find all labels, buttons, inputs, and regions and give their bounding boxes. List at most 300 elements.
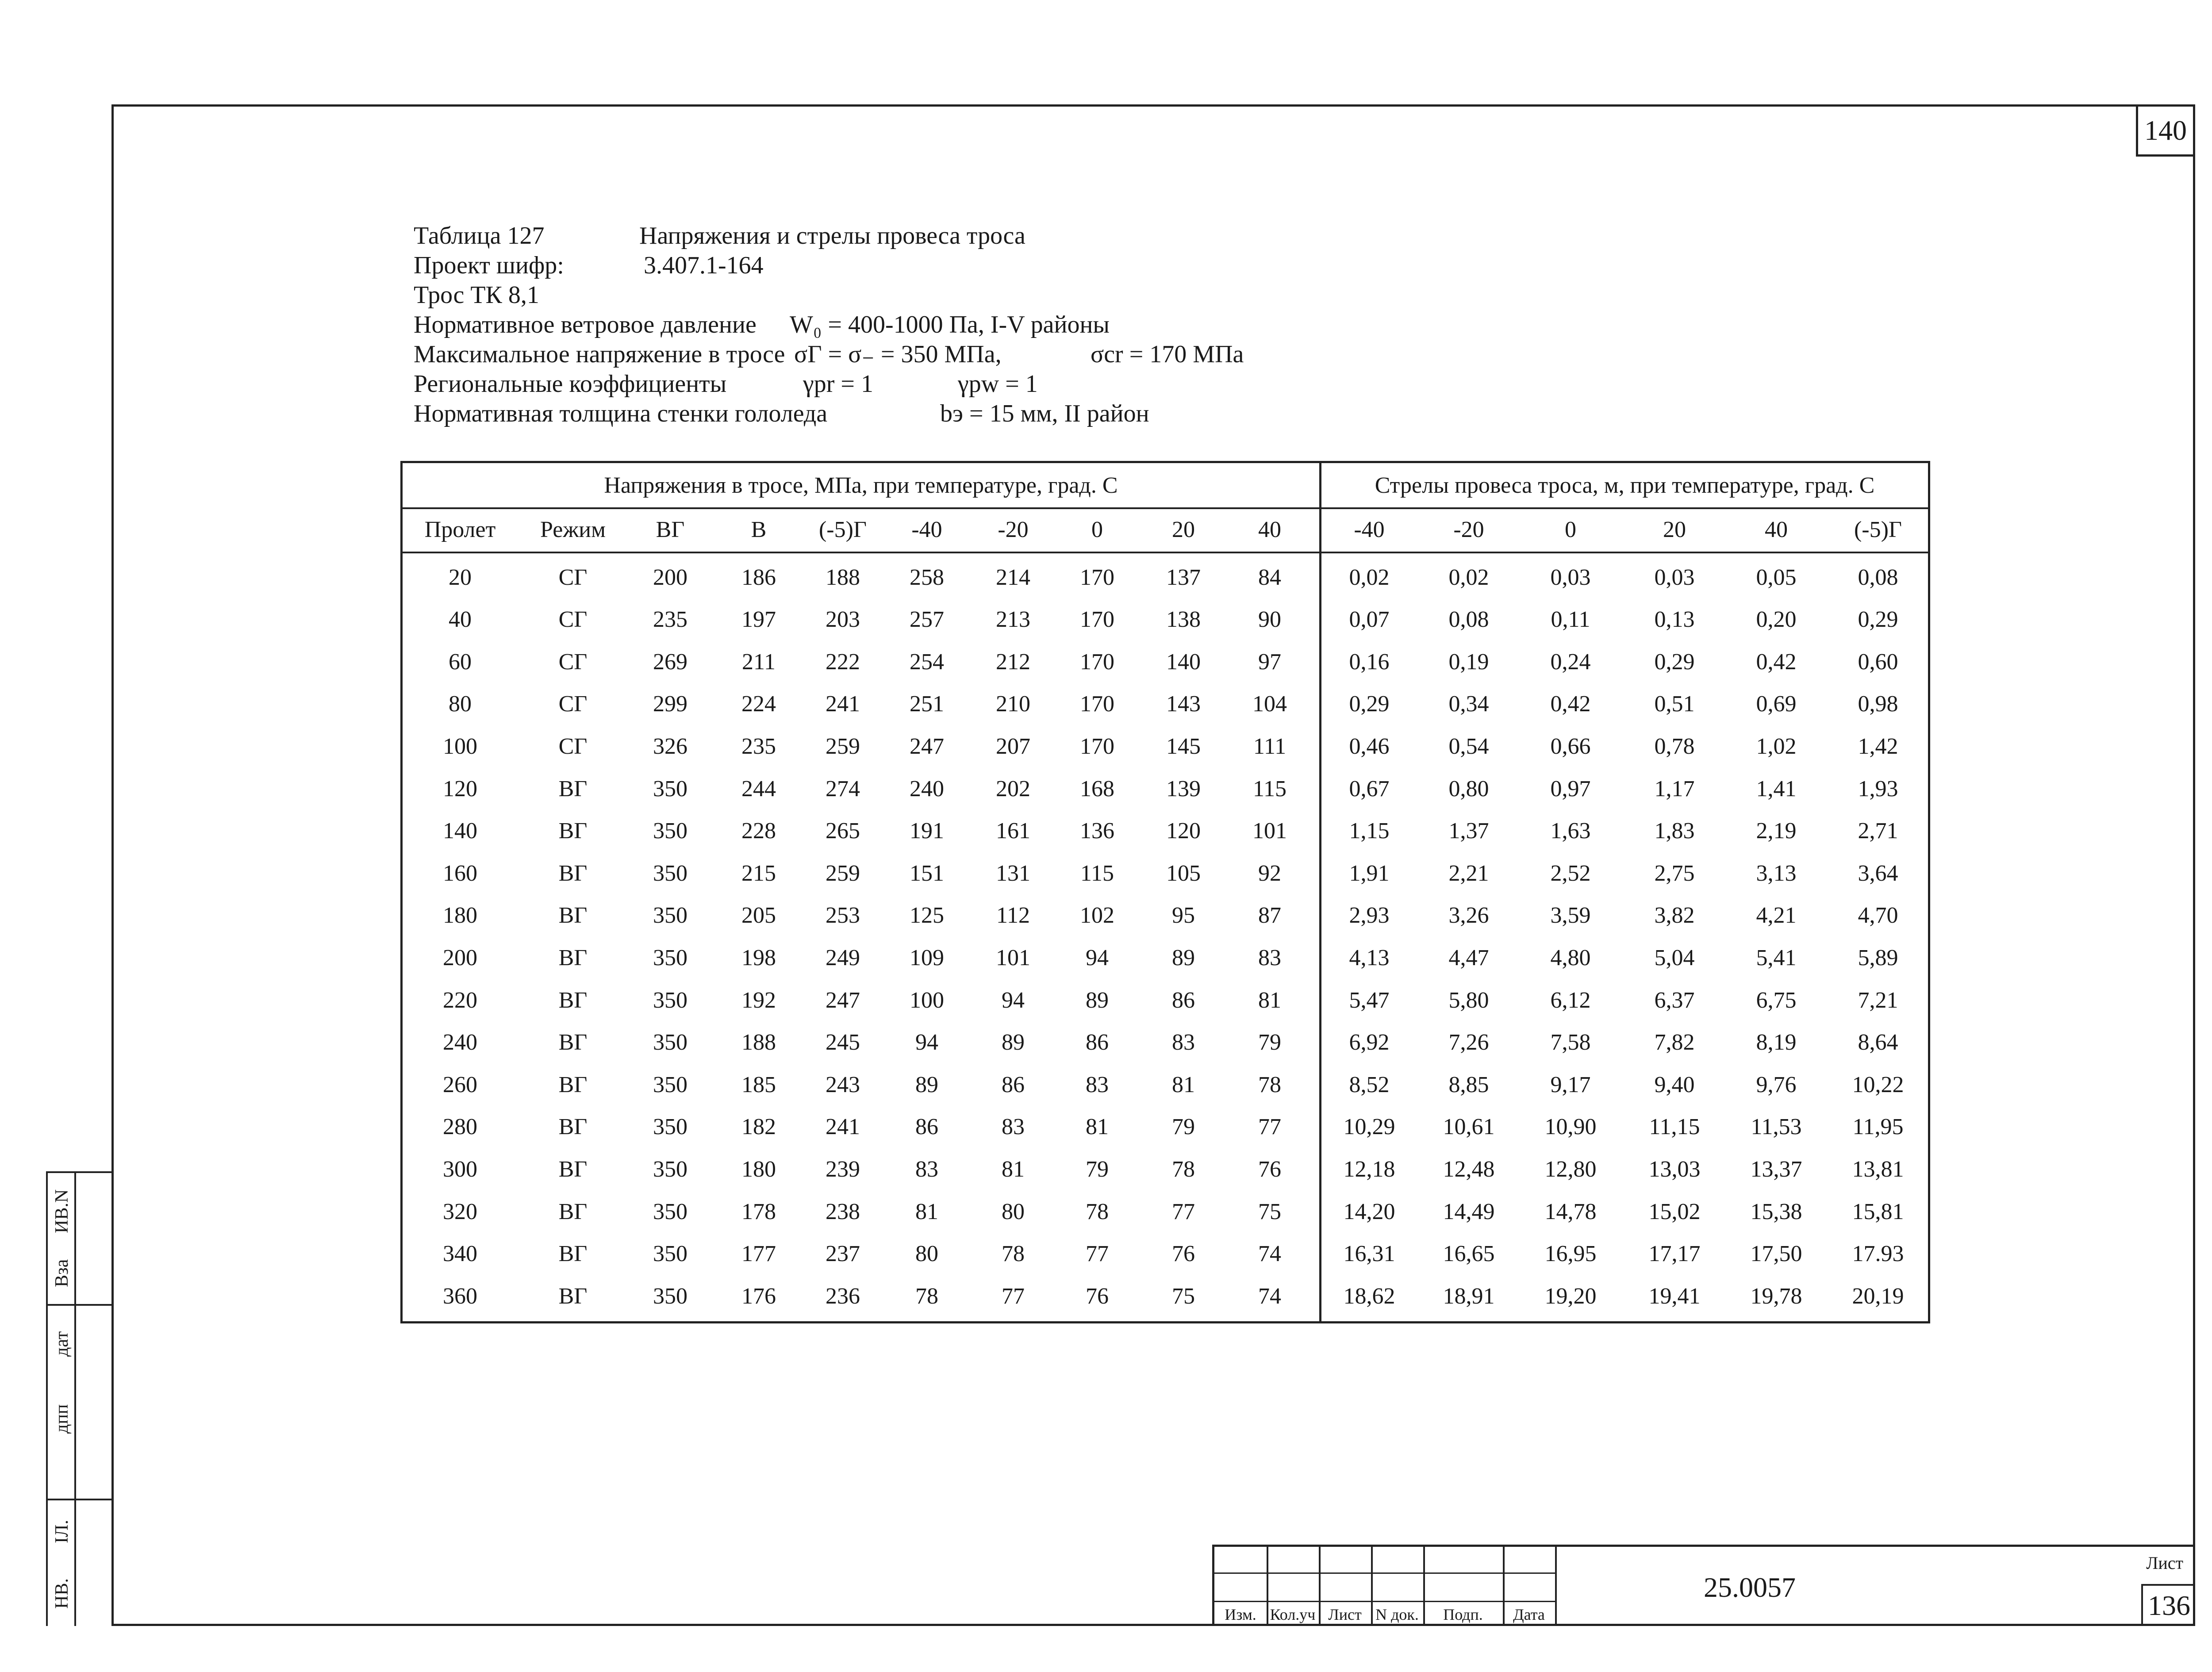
value-cell: 1,37 [1448, 818, 1489, 844]
value-cell: 77 [1002, 1283, 1025, 1309]
value-cell: 244 [741, 776, 776, 801]
value-cell: 100 [910, 987, 944, 1013]
value-cell: 86 [1086, 1030, 1109, 1055]
value-cell: 3,59 [1550, 903, 1591, 928]
value-cell: 143 [1166, 691, 1201, 717]
value-cell: 20,19 [1852, 1283, 1904, 1309]
strip-label-dat: дат [52, 1331, 72, 1357]
value-cell: 210 [996, 691, 1030, 717]
value-cell: 0,19 [1448, 649, 1489, 675]
value-cell: 245 [826, 1030, 860, 1055]
column-header: В [751, 517, 767, 542]
value-cell: 125 [910, 903, 944, 928]
value-cell: 104 [1252, 691, 1287, 717]
project-label: Проект шифр: [414, 252, 564, 279]
value-cell: 5,47 [1349, 987, 1390, 1013]
mode-cell: ВГ [558, 1156, 588, 1182]
value-cell: 0,11 [1551, 607, 1590, 633]
value-cell: 10,29 [1343, 1114, 1395, 1140]
value-cell: 80 [915, 1241, 938, 1267]
group-divider [1319, 463, 1321, 1321]
strip-label-podp: дпп [52, 1404, 72, 1434]
value-cell: 136 [1080, 818, 1114, 844]
value-cell: 259 [826, 733, 860, 759]
value-cell: 2,19 [1756, 818, 1797, 844]
mode-cell: СГ [558, 733, 588, 759]
value-cell: 89 [915, 1072, 938, 1097]
stamp-field-izm: Изм. [1225, 1606, 1256, 1623]
value-cell: 83 [1258, 945, 1281, 970]
strip-line [48, 1171, 113, 1173]
strip-line [48, 1304, 113, 1306]
value-cell: 0,29 [1654, 649, 1695, 675]
stamp-field-list: Лист [1328, 1606, 1362, 1623]
value-cell: 6,37 [1654, 987, 1695, 1013]
stress-value-2: σcr = 170 МПа [1091, 341, 1244, 368]
value-cell: 0,07 [1349, 607, 1390, 633]
value-cell: 326 [653, 733, 687, 759]
value-cell: 7,58 [1550, 1030, 1591, 1055]
value-cell: 265 [826, 818, 860, 844]
value-cell: 94 [1002, 987, 1025, 1013]
value-cell: 138 [1166, 607, 1201, 633]
value-cell: 170 [1080, 649, 1114, 675]
value-cell: 1,41 [1756, 776, 1797, 801]
value-cell: 239 [826, 1156, 860, 1182]
value-cell: 109 [910, 945, 944, 970]
value-cell: 0,42 [1756, 649, 1797, 675]
value-cell: 197 [741, 607, 776, 633]
value-cell: 168 [1080, 776, 1114, 801]
value-cell: 3,13 [1756, 860, 1797, 886]
value-cell: 0,08 [1858, 564, 1898, 590]
mode-cell: ВГ [558, 1114, 588, 1140]
value-cell: 83 [1086, 1072, 1109, 1097]
value-cell: 19,78 [1750, 1283, 1802, 1309]
value-cell: 253 [826, 903, 860, 928]
column-header: 0 [1565, 517, 1576, 542]
value-cell: 92 [1258, 860, 1281, 886]
binding-strip [46, 1171, 111, 1626]
project-code: 3.407.1-164 [644, 252, 764, 279]
value-cell: 176 [741, 1283, 776, 1309]
value-cell: 213 [996, 607, 1030, 633]
value-cell: 4,80 [1550, 945, 1591, 970]
value-cell: 350 [653, 987, 687, 1013]
value-cell: 237 [826, 1241, 860, 1267]
value-cell: 0,24 [1550, 649, 1591, 675]
value-cell: 9,17 [1550, 1072, 1591, 1097]
value-cell: 86 [915, 1114, 938, 1140]
value-cell: 198 [741, 945, 776, 970]
value-cell: 211 [741, 649, 776, 675]
value-cell: 89 [1172, 945, 1195, 970]
value-cell: 9,40 [1654, 1072, 1695, 1097]
value-cell: 76 [1258, 1156, 1281, 1182]
value-cell: 4,70 [1858, 903, 1898, 928]
value-cell: 94 [1086, 945, 1109, 970]
value-cell: 249 [826, 945, 860, 970]
span-cell: 60 [449, 649, 472, 675]
table-label: Таблица 127 [414, 222, 545, 249]
value-cell: 254 [910, 649, 944, 675]
value-cell: 90 [1258, 607, 1281, 633]
mode-cell: ВГ [558, 776, 588, 801]
value-cell: 4,47 [1448, 945, 1489, 970]
stamp-field-kol: Кол.уч [1270, 1606, 1316, 1623]
value-cell: 81 [1002, 1156, 1025, 1182]
value-cell: 8,85 [1448, 1072, 1489, 1097]
value-cell: 11,15 [1649, 1114, 1700, 1140]
value-cell: 89 [1086, 987, 1109, 1013]
value-cell: 0,08 [1448, 607, 1489, 633]
value-cell: 350 [653, 860, 687, 886]
value-cell: 8,52 [1349, 1072, 1390, 1097]
value-cell: 131 [996, 860, 1030, 886]
value-cell: 86 [1002, 1072, 1025, 1097]
value-cell: 3,64 [1858, 860, 1898, 886]
value-cell: 257 [910, 607, 944, 633]
value-cell: 5,41 [1756, 945, 1797, 970]
value-cell: 11,53 [1751, 1114, 1802, 1140]
strip-label-inv2: НВ. [52, 1578, 72, 1609]
ice-value: bэ = 15 мм, II район [940, 400, 1149, 427]
value-cell: 0,60 [1858, 649, 1898, 675]
value-cell: 81 [1086, 1114, 1109, 1140]
value-cell: 0,98 [1858, 691, 1898, 717]
value-cell: 14,20 [1343, 1199, 1395, 1224]
value-cell: 161 [996, 818, 1030, 844]
value-cell: 259 [826, 860, 860, 886]
value-cell: 81 [915, 1199, 938, 1224]
page-number: 140 [2136, 104, 2195, 157]
span-cell: 100 [443, 733, 477, 759]
value-cell: 247 [910, 733, 944, 759]
column-header: 40 [1258, 517, 1281, 542]
value-cell: 139 [1166, 776, 1201, 801]
value-cell: 0,42 [1550, 691, 1591, 717]
span-cell: 320 [443, 1199, 477, 1224]
column-header: ВГ [656, 517, 685, 542]
value-cell: 212 [996, 649, 1030, 675]
value-cell: 14,49 [1443, 1199, 1495, 1224]
group-title-stress: Напряжения в тросе, МПа, при температуре, град. С [604, 472, 1118, 498]
value-cell: 15,02 [1648, 1199, 1701, 1224]
value-cell: 235 [741, 733, 776, 759]
span-cell: 340 [443, 1241, 477, 1267]
value-cell: 1,15 [1349, 818, 1390, 844]
column-header: (-5)Г [1854, 517, 1902, 542]
value-cell: 0,13 [1654, 607, 1695, 633]
value-cell: 8,64 [1858, 1030, 1898, 1055]
value-cell: 78 [1086, 1199, 1109, 1224]
value-cell: 75 [1172, 1283, 1195, 1309]
value-cell: 2,75 [1654, 860, 1695, 886]
value-cell: 0,03 [1550, 564, 1591, 590]
value-cell: 7,26 [1448, 1030, 1489, 1055]
column-header: -20 [998, 517, 1029, 542]
value-cell: 12,48 [1443, 1156, 1495, 1182]
value-cell: 12,18 [1343, 1156, 1395, 1182]
mode-cell: ВГ [558, 1072, 588, 1097]
value-cell: 140 [1166, 649, 1201, 675]
value-cell: 78 [1002, 1241, 1025, 1267]
value-cell: 205 [741, 903, 776, 928]
mode-cell: ВГ [558, 1241, 588, 1267]
column-header: -40 [911, 517, 942, 542]
value-cell: 2,93 [1349, 903, 1390, 928]
value-cell: 19,41 [1648, 1283, 1701, 1309]
value-cell: 350 [653, 1072, 687, 1097]
value-cell: 350 [653, 818, 687, 844]
mode-cell: ВГ [558, 1283, 588, 1309]
value-cell: 4,13 [1349, 945, 1390, 970]
stamp-field-podp: Подп. [1443, 1606, 1483, 1623]
value-cell: 0,78 [1654, 733, 1695, 759]
value-cell: 81 [1172, 1072, 1195, 1097]
value-cell: 79 [1258, 1030, 1281, 1055]
value-cell: 241 [826, 691, 860, 717]
value-cell: 0,67 [1349, 776, 1390, 801]
regional-w: γpw = 1 [958, 370, 1038, 398]
value-cell: 224 [741, 691, 776, 717]
value-cell: 102 [1080, 903, 1114, 928]
value-cell: 79 [1086, 1156, 1109, 1182]
sheet-number: 136 [2141, 1584, 2195, 1626]
mode-cell: ВГ [558, 945, 588, 970]
value-cell: 0,20 [1756, 607, 1797, 633]
value-cell: 19,20 [1544, 1283, 1597, 1309]
span-cell: 180 [443, 903, 477, 928]
value-cell: 170 [1080, 733, 1114, 759]
value-cell: 95 [1172, 903, 1195, 928]
value-cell: 350 [653, 1156, 687, 1182]
value-cell: 13,81 [1852, 1156, 1904, 1182]
value-cell: 7,21 [1858, 987, 1898, 1013]
value-cell: 200 [653, 564, 687, 590]
column-header: 20 [1663, 517, 1686, 542]
value-cell: 74 [1258, 1283, 1281, 1309]
value-cell: 0,46 [1349, 733, 1390, 759]
value-cell: 235 [653, 607, 687, 633]
value-cell: 240 [910, 776, 944, 801]
header-divider [403, 552, 1928, 553]
value-cell: 83 [1002, 1114, 1025, 1140]
value-cell: 185 [741, 1072, 776, 1097]
value-cell: 79 [1172, 1114, 1195, 1140]
value-cell: 13,37 [1750, 1156, 1802, 1182]
value-cell: 15,81 [1852, 1199, 1904, 1224]
value-cell: 203 [826, 607, 860, 633]
column-header: 20 [1172, 517, 1195, 542]
value-cell: 2,52 [1550, 860, 1591, 886]
value-cell: 5,80 [1448, 987, 1489, 1013]
value-cell: 17,17 [1648, 1241, 1701, 1267]
wind-value: W₀ = 400-1000 Па, I-V районы [790, 311, 1110, 338]
value-cell: 15,38 [1750, 1199, 1802, 1224]
value-cell: 83 [915, 1156, 938, 1182]
value-cell: 78 [1172, 1156, 1195, 1182]
value-cell: 6,92 [1349, 1030, 1390, 1055]
value-cell: 191 [910, 818, 944, 844]
value-cell: 6,75 [1756, 987, 1797, 1013]
regional-rg: γpr = 1 [803, 370, 873, 398]
value-cell: 77 [1086, 1241, 1109, 1267]
value-cell: 17,50 [1750, 1241, 1802, 1267]
value-cell: 8,19 [1756, 1030, 1797, 1055]
mode-cell: ВГ [558, 860, 588, 886]
value-cell: 238 [826, 1199, 860, 1224]
strip-label-vza: Вза [52, 1259, 72, 1287]
table-title: Напряжения и стрелы провеса троса [639, 222, 1025, 249]
value-cell: 137 [1166, 564, 1201, 590]
value-cell: 0,03 [1654, 564, 1695, 590]
value-cell: 0,16 [1349, 649, 1390, 675]
title-block [1212, 1545, 2195, 1626]
value-cell: 1,02 [1756, 733, 1797, 759]
stamp-field-ndok: N док. [1375, 1606, 1419, 1623]
value-cell: 10,22 [1852, 1072, 1904, 1097]
value-cell: 11,95 [1852, 1114, 1904, 1140]
value-cell: 188 [826, 564, 860, 590]
value-cell: 16,31 [1343, 1241, 1395, 1267]
value-cell: 228 [741, 818, 776, 844]
value-cell: 177 [741, 1241, 776, 1267]
value-cell: 350 [653, 1030, 687, 1055]
value-cell: 5,89 [1858, 945, 1898, 970]
value-cell: 186 [741, 564, 776, 590]
value-cell: 7,82 [1654, 1030, 1695, 1055]
value-cell: 0,54 [1448, 733, 1489, 759]
span-cell: 300 [443, 1156, 477, 1182]
mode-cell: ВГ [558, 818, 588, 844]
value-cell: 10,90 [1544, 1114, 1597, 1140]
mode-cell: СГ [558, 607, 588, 633]
span-cell: 40 [449, 607, 472, 633]
span-cell: 220 [443, 987, 477, 1013]
sheet-label: Лист [2146, 1553, 2183, 1573]
value-cell: 1,42 [1858, 733, 1898, 759]
value-cell: 269 [653, 649, 687, 675]
stress-value: σΓ = σ₋ = 350 МПа, [794, 341, 1002, 368]
value-cell: 236 [826, 1283, 860, 1309]
value-cell: 12,80 [1544, 1156, 1597, 1182]
column-header: 40 [1765, 517, 1788, 542]
value-cell: 1,63 [1550, 818, 1591, 844]
value-cell: 192 [741, 987, 776, 1013]
value-cell: 170 [1080, 691, 1114, 717]
document-code: 25.0057 [1704, 1572, 1796, 1603]
value-cell: 350 [653, 1241, 687, 1267]
value-cell: 350 [653, 1114, 687, 1140]
strip-divider [74, 1171, 76, 1626]
strip-label-inv: ИВ.N [52, 1189, 72, 1233]
value-cell: 17.93 [1852, 1241, 1904, 1267]
value-cell: 112 [996, 903, 1030, 928]
value-cell: 350 [653, 945, 687, 970]
value-cell: 207 [996, 733, 1030, 759]
value-cell: 0,66 [1550, 733, 1591, 759]
value-cell: 178 [741, 1199, 776, 1224]
value-cell: 6,12 [1550, 987, 1591, 1013]
value-cell: 97 [1258, 649, 1281, 675]
column-header: -40 [1354, 517, 1385, 542]
value-cell: 10,61 [1443, 1114, 1495, 1140]
value-cell: 2,21 [1448, 860, 1489, 886]
value-cell: 151 [910, 860, 944, 886]
value-cell: 115 [1080, 860, 1114, 886]
value-cell: 94 [915, 1030, 938, 1055]
value-cell: 9,76 [1756, 1072, 1797, 1097]
stress-label: Максимальное напряжение в тросе [414, 341, 785, 368]
value-cell: 86 [1172, 987, 1195, 1013]
value-cell: 1,83 [1654, 818, 1695, 844]
column-header: (-5)Г [818, 517, 867, 542]
value-cell: 180 [741, 1156, 776, 1182]
value-cell: 76 [1086, 1283, 1109, 1309]
value-cell: 350 [653, 1199, 687, 1224]
value-cell: 222 [826, 649, 860, 675]
stamp-line [1214, 1572, 1555, 1574]
value-cell: 101 [1252, 818, 1287, 844]
mode-cell: ВГ [558, 987, 588, 1013]
value-cell: 350 [653, 903, 687, 928]
value-cell: 243 [826, 1072, 860, 1097]
value-cell: 350 [653, 1283, 687, 1309]
value-cell: 214 [996, 564, 1030, 590]
mode-cell: СГ [558, 691, 588, 717]
value-cell: 87 [1258, 903, 1281, 928]
value-cell: 75 [1258, 1199, 1281, 1224]
mode-cell: СГ [558, 649, 588, 675]
value-cell: 101 [996, 945, 1030, 970]
value-cell: 3,82 [1654, 903, 1695, 928]
wind-label: Нормативное ветровое давление [414, 311, 757, 338]
value-cell: 0,97 [1550, 776, 1591, 801]
value-cell: 170 [1080, 564, 1114, 590]
stamp-line [1214, 1601, 1555, 1602]
span-cell: 200 [443, 945, 477, 970]
value-cell: 0,51 [1654, 691, 1695, 717]
span-cell: 360 [443, 1283, 477, 1309]
column-header: Режим [540, 517, 606, 542]
value-cell: 18,91 [1443, 1283, 1495, 1309]
value-cell: 5,04 [1654, 945, 1695, 970]
cable-label: Трос ТК 8,1 [414, 281, 539, 309]
value-cell: 14,78 [1544, 1199, 1597, 1224]
value-cell: 81 [1258, 987, 1281, 1013]
span-cell: 20 [449, 564, 472, 590]
value-cell: 188 [741, 1030, 776, 1055]
value-cell: 1,91 [1349, 860, 1390, 886]
value-cell: 105 [1166, 860, 1201, 886]
span-cell: 260 [443, 1072, 477, 1097]
value-cell: 0,02 [1448, 564, 1489, 590]
value-cell: 76 [1172, 1241, 1195, 1267]
span-cell: 80 [449, 691, 472, 717]
column-header: Пролет [424, 517, 496, 542]
span-cell: 140 [443, 818, 477, 844]
value-cell: 78 [915, 1283, 938, 1309]
value-cell: 0,69 [1756, 691, 1797, 717]
value-cell: 258 [910, 564, 944, 590]
value-cell: 115 [1252, 776, 1287, 801]
stamp-field-data: Дата [1513, 1606, 1545, 1623]
value-cell: 4,21 [1756, 903, 1797, 928]
value-cell: 111 [1253, 733, 1286, 759]
value-cell: 89 [1002, 1030, 1025, 1055]
value-cell: 84 [1258, 564, 1281, 590]
